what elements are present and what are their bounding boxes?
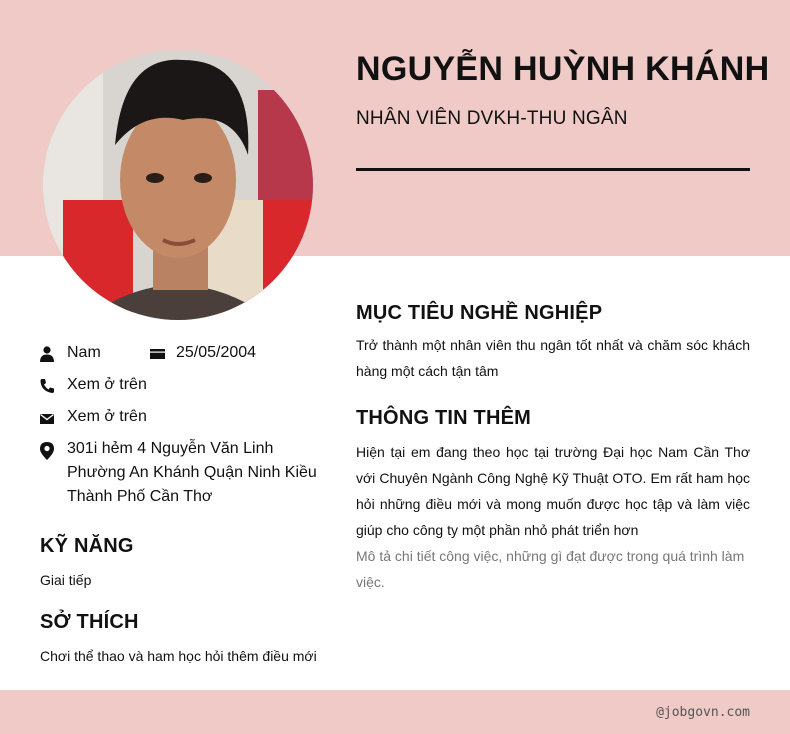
phone-icon	[40, 378, 54, 394]
skills-content: Giai tiếp	[40, 572, 92, 588]
job-title: NHÂN VIÊN DVKH-THU NGÂN	[356, 108, 628, 129]
address-line-2: Phường An Khánh Quận Ninh Kiều	[67, 464, 317, 481]
birthdate-row	[150, 344, 256, 365]
gender-row	[40, 344, 101, 365]
avatar	[43, 50, 313, 320]
address-line-1: 301i hẻm 4 Nguyễn Văn Linh	[67, 440, 274, 457]
objective-title: MỤC TIÊU NGHỀ NGHIỆP	[356, 302, 603, 324]
candidate-name: NGUYỄN HUỲNH KHÁNH	[356, 50, 770, 88]
calendar-icon	[150, 346, 166, 362]
phone-value: Xem ở trên	[67, 376, 147, 393]
hobbies-content: Chơi thể thao và ham học hỏi thêm điều mới	[40, 648, 317, 664]
gender-value: Nam	[67, 344, 101, 361]
person-icon	[40, 346, 54, 362]
skills-title: KỸ NĂNG	[40, 535, 134, 557]
birthdate-value: 25/05/2004	[176, 344, 257, 361]
header-divider	[356, 168, 750, 171]
more-info-placeholder: Mô tả chi tiết công việc, những gì đạt được trong quá trình làm việc.	[356, 548, 745, 590]
address-line-3: Thành Phố Cần Thơ	[67, 488, 213, 505]
location-pin-icon	[40, 442, 54, 458]
hobbies-title: SỞ THÍCH	[40, 611, 139, 633]
address-row	[40, 440, 317, 509]
more-info-content: Hiện tại em đang theo học tại trường Đại học Nam Cần Thơ với Chuyên Ngành Công Nghệ Kỹ Thuật OTO. Em rất ham học hỏi những điều mới và mong muốn được học tập và làm việc giúp cho công ty một phần nhỏ phát triển hơn	[356, 444, 750, 538]
watermark-text: @jobgovn.com	[656, 705, 750, 720]
more-info-title: THÔNG TIN THÊM	[356, 407, 532, 429]
address-value	[67, 437, 317, 509]
avatar-photo	[43, 50, 313, 320]
envelope-icon	[40, 410, 54, 426]
phone-row	[40, 376, 147, 397]
email-value: Xem ở trên	[67, 408, 147, 425]
email-row	[40, 408, 147, 429]
objective-content: Trở thành một nhân viên thu ngân tốt nhất và chăm sóc khách hàng một cách tận tâm	[356, 337, 750, 379]
